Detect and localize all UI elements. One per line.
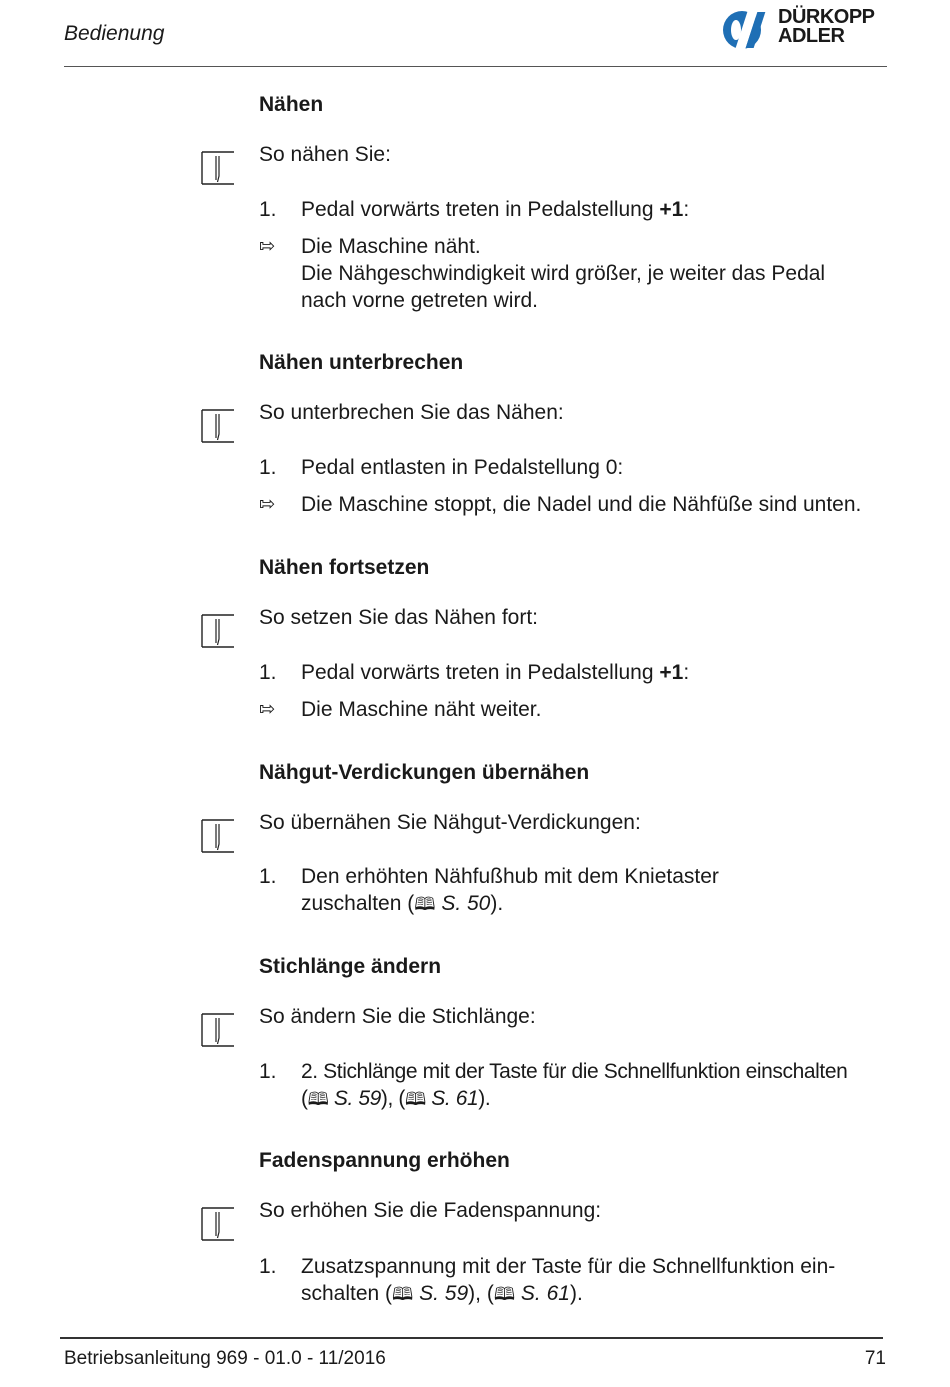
logo-mark-icon [722,10,770,50]
needle-icon [200,1206,236,1242]
page-ref-link[interactable]: S. 61 [431,1087,479,1110]
step-text: Den erhöhten Nähfußhub mit dem Knietaster zuschalten (🕮 S. 50). [301,865,719,915]
page-number: 71 [864,1348,886,1369]
header-title: Bedienung [64,22,165,45]
step-text: Pedal entlasten in Pedalstellung 0: [301,456,624,479]
page-ref-link[interactable]: S. 61 [520,1282,570,1305]
section-title: Stichlänge ändern [259,955,442,978]
book-icon: 🕮 [307,1089,329,1109]
step-number: 1. [259,1060,277,1083]
book-icon: 🕮 [392,1284,414,1304]
section-intro: So setzen Sie das Nähen fort: [259,606,538,629]
step-text: Pedal vorwärts treten in Pedalstellung +1: [301,661,690,684]
book-icon: 🕮 [493,1284,516,1304]
result-arrow-icon: ⇰ [259,236,275,257]
result-arrow-icon: ⇰ [259,699,275,720]
footer-divider [60,1337,883,1339]
result-text: Die Maschine näht. Die Nähgeschwindigkeit wird größer, je weiter das Pedal nach vorne getreten wird. [301,235,826,312]
step-text: 2. Stichlänge mit der Taste für die Schnellfunktion einschalten (🕮 S. 59), (🕮 S. 61). [301,1060,848,1110]
section-title: Nähgut-Verdickungen übernähen [259,761,590,784]
step-text: Pedal vorwärts treten in Pedalstellung +1: [301,198,690,221]
section-intro: So nähen Sie: [259,143,391,166]
section-title: Nähen [259,93,324,116]
step-number: 1. [259,456,277,479]
needle-icon [200,1012,236,1048]
section-title: Nähen unterbrechen [259,351,464,374]
page-ref-link[interactable]: S. 59 [333,1087,381,1110]
section-title: Fadenspannung erhöhen [259,1149,510,1172]
needle-icon [200,408,236,444]
book-icon: 🕮 [404,1089,426,1109]
needle-icon [200,613,236,649]
section-intro: So erhöhen Sie die Fadenspannung: [259,1199,602,1222]
step-number: 1. [259,865,277,888]
section-title: Nähen fortsetzen [259,556,430,579]
logo-line2: ADLER [778,25,845,47]
needle-icon [200,818,236,854]
step-text: Zusatzspannung mit der Taste für die Schnellfunktion ein- schalten (🕮 S. 59), (🕮 S. 61). [301,1255,836,1305]
result-arrow-icon: ⇰ [259,494,275,515]
book-icon: 🕮 [414,894,436,914]
needle-icon [200,150,236,186]
page-ref-link[interactable]: S. 50 [441,892,491,915]
result-text: Die Maschine näht weiter. [301,698,542,721]
section-intro: So ändern Sie die Stichlänge: [259,1005,536,1028]
section-intro: So unterbrechen Sie das Nähen: [259,401,564,424]
footer-doc-info: Betriebsanleitung 969 - 01.0 - 11/2016 [64,1348,386,1369]
step-number: 1. [259,198,277,221]
logo-line1: DÜRKOPP [778,6,875,28]
section-intro: So übernähen Sie Nähgut-Verdickungen: [259,811,641,834]
header-divider [64,66,887,67]
result-text: Die Maschine stoppt, die Nadel und die Nähfüße sind unten. [301,493,862,516]
brand-logo [722,6,892,50]
page-ref-link[interactable]: S. 59 [419,1282,469,1305]
step-number: 1. [259,661,277,684]
step-number: 1. [259,1255,277,1278]
